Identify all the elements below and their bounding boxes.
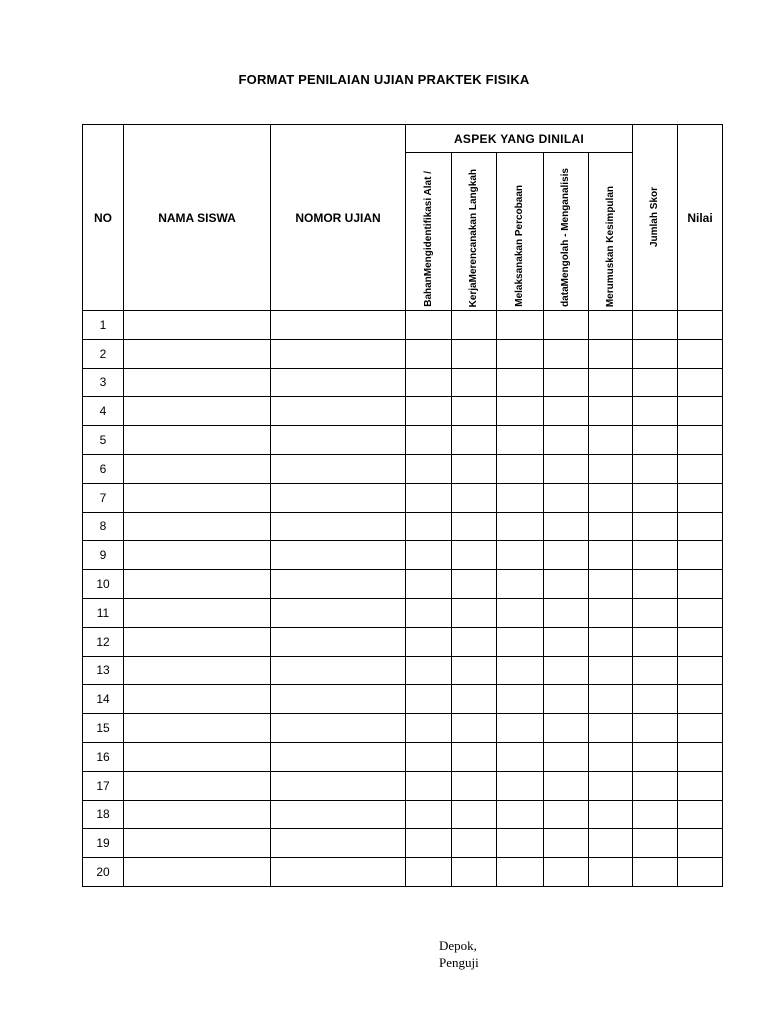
nama-siswa-cell [124,598,271,627]
aspek-4-cell [544,800,589,829]
aspek-3-cell [497,339,544,368]
jumlah-skor-cell [633,858,678,887]
table-row [83,627,723,656]
nomor-ujian-cell [271,858,406,887]
aspek-4-cell [544,858,589,887]
row-number: 15 [83,714,124,743]
table-row [83,598,723,627]
nama-siswa-cell [124,656,271,685]
nilai-cell [678,339,723,368]
table-row [83,742,723,771]
aspek-2-cell [452,454,497,483]
aspek-5-cell [589,454,633,483]
nilai-cell [678,483,723,512]
jumlah-skor-cell [633,627,678,656]
aspek-5-cell [589,311,633,340]
aspek-1-cell [406,454,452,483]
row-number: 2 [83,339,124,368]
aspek-4-cell [544,426,589,455]
header-aspek-3-label: Melaksanakan Percobaan [514,185,525,307]
row-number: 18 [83,800,124,829]
row-number: 5 [83,426,124,455]
nilai-cell [678,311,723,340]
nomor-ujian-cell [271,426,406,455]
aspek-2-cell [452,656,497,685]
aspek-3-cell [497,454,544,483]
nama-siswa-cell [124,426,271,455]
nomor-ujian-cell [271,800,406,829]
aspek-3-cell [497,800,544,829]
aspek-5-cell [589,829,633,858]
aspek-3-cell [497,311,544,340]
aspek-3-cell [497,426,544,455]
jumlah-skor-cell [633,829,678,858]
row-number: 10 [83,570,124,599]
row-number: 17 [83,771,124,800]
row-number: 4 [83,397,124,426]
nama-siswa-cell [124,800,271,829]
aspek-2-cell [452,627,497,656]
nilai-cell [678,541,723,570]
jumlah-skor-cell [633,742,678,771]
nilai-cell [678,598,723,627]
aspek-1-cell [406,742,452,771]
aspek-2-cell [452,397,497,426]
nomor-ujian-cell [271,541,406,570]
aspek-2-cell [452,512,497,541]
header-aspek-5 [589,153,633,311]
aspek-1-cell [406,426,452,455]
aspek-2-cell [452,426,497,455]
nomor-ujian-cell [271,454,406,483]
aspek-1-cell [406,858,452,887]
header-aspek-3 [497,153,544,311]
aspek-5-cell [589,483,633,512]
table-body [83,311,723,887]
aspek-1-cell [406,714,452,743]
aspek-1-cell [406,311,452,340]
table-row [83,483,723,512]
aspek-2-cell [452,685,497,714]
table-row [83,829,723,858]
nilai-cell [678,627,723,656]
aspek-1-cell [406,598,452,627]
nomor-ujian-cell [271,598,406,627]
nomor-ujian-cell [271,339,406,368]
header-aspek-2-label: KerjaMerencanakan Langkah [468,168,479,307]
aspek-5-cell [589,771,633,800]
aspek-2-cell [452,742,497,771]
aspek-5-cell [589,742,633,771]
nilai-cell [678,570,723,599]
signature-role: Penguji [439,955,479,970]
row-number: 11 [83,598,124,627]
row-number: 13 [83,656,124,685]
table-row [83,541,723,570]
aspek-5-cell [589,627,633,656]
aspek-1-cell [406,627,452,656]
jumlah-skor-cell [633,512,678,541]
aspek-5-cell [589,598,633,627]
aspek-4-cell [544,598,589,627]
nama-siswa-cell [124,541,271,570]
row-number: 3 [83,368,124,397]
header-aspek-2 [452,153,497,311]
jumlah-skor-cell [633,714,678,743]
aspek-4-cell [544,829,589,858]
header-jumlah-skor [633,125,678,311]
jumlah-skor-cell [633,541,678,570]
table-row [83,454,723,483]
nilai-cell [678,858,723,887]
aspek-1-cell [406,829,452,858]
aspek-2-cell [452,570,497,599]
document-title: FORMAT PENILAIAN UJIAN PRAKTEK FISIKA [238,72,530,87]
header-aspek-group: ASPEK YANG DINILAI [406,125,633,153]
aspek-4-cell [544,483,589,512]
nama-siswa-cell [124,685,271,714]
aspek-3-cell [497,397,544,426]
nilai-cell [678,685,723,714]
aspek-2-cell [452,541,497,570]
aspek-3-cell [497,858,544,887]
aspek-1-cell [406,800,452,829]
aspek-2-cell [452,800,497,829]
aspek-4-cell [544,397,589,426]
table-row [83,339,723,368]
nomor-ujian-cell [271,570,406,599]
nomor-ujian-cell [271,311,406,340]
jumlah-skor-cell [633,685,678,714]
jumlah-skor-cell [633,656,678,685]
row-number: 12 [83,627,124,656]
header-no: NO [83,125,124,311]
jumlah-skor-cell [633,771,678,800]
jumlah-skor-cell [633,570,678,599]
aspek-2-cell [452,829,497,858]
nama-siswa-cell [124,714,271,743]
jumlah-skor-cell [633,368,678,397]
aspek-2-cell [452,483,497,512]
aspek-3-cell [497,685,544,714]
aspek-5-cell [589,397,633,426]
aspek-4-cell [544,454,589,483]
aspek-3-cell [497,512,544,541]
nama-siswa-cell [124,454,271,483]
header-nomor-ujian: NOMOR UJIAN [271,125,406,311]
aspek-3-cell [497,656,544,685]
aspek-3-cell [497,829,544,858]
nama-siswa-cell [124,397,271,426]
aspek-5-cell [589,368,633,397]
table-row [83,368,723,397]
row-number: 19 [83,829,124,858]
table-row [83,800,723,829]
nilai-cell [678,800,723,829]
row-number: 1 [83,311,124,340]
nomor-ujian-cell [271,656,406,685]
nilai-cell [678,742,723,771]
jumlah-skor-cell [633,800,678,829]
aspek-4-cell [544,771,589,800]
nilai-cell [678,714,723,743]
aspek-5-cell [589,426,633,455]
nomor-ujian-cell [271,368,406,397]
aspek-5-cell [589,570,633,599]
nomor-ujian-cell [271,397,406,426]
aspek-5-cell [589,339,633,368]
header-aspek-1-label: BahanMengidentifikasi Alat / [422,171,434,307]
row-number: 9 [83,541,124,570]
nomor-ujian-cell [271,742,406,771]
aspek-1-cell [406,397,452,426]
nilai-cell [678,368,723,397]
jumlah-skor-cell [633,311,678,340]
aspek-4-cell [544,627,589,656]
aspek-1-cell [406,570,452,599]
aspek-5-cell [589,512,633,541]
aspek-4-cell [544,570,589,599]
aspek-5-cell [589,714,633,743]
aspek-1-cell [406,541,452,570]
aspek-4-cell [544,512,589,541]
row-number: 14 [83,685,124,714]
nomor-ujian-cell [271,829,406,858]
table-row [83,771,723,800]
header-nilai: Nilai [678,125,723,311]
aspek-3-cell [497,771,544,800]
nama-siswa-cell [124,483,271,512]
table-row [83,397,723,426]
nilai-cell [678,397,723,426]
aspek-5-cell [589,800,633,829]
header-aspek-4 [544,153,589,311]
nilai-cell [678,512,723,541]
nama-siswa-cell [124,829,271,858]
aspek-4-cell [544,311,589,340]
jumlah-skor-cell [633,598,678,627]
aspek-4-cell [544,368,589,397]
nilai-cell [678,454,723,483]
aspek-2-cell [452,598,497,627]
aspek-1-cell [406,685,452,714]
nomor-ujian-cell [271,483,406,512]
table-row [83,426,723,455]
header-aspek-5-label: Merumuskan Kesimpulan [604,185,616,307]
nama-siswa-cell [124,311,271,340]
header-aspek-4-label: dataMengolah - Menganalisis [560,168,571,307]
aspek-5-cell [589,858,633,887]
table-row [83,685,723,714]
signature-block [439,937,479,971]
jumlah-skor-cell [633,426,678,455]
nama-siswa-cell [124,742,271,771]
aspek-3-cell [497,541,544,570]
aspek-3-cell [497,368,544,397]
jumlah-skor-cell [633,454,678,483]
nama-siswa-cell [124,771,271,800]
nama-siswa-cell [124,858,271,887]
jumlah-skor-cell [633,339,678,368]
nilai-cell [678,426,723,455]
jumlah-skor-cell [633,483,678,512]
aspek-1-cell [406,512,452,541]
aspek-3-cell [497,570,544,599]
aspek-4-cell [544,339,589,368]
aspek-3-cell [497,483,544,512]
nomor-ujian-cell [271,685,406,714]
aspek-2-cell [452,714,497,743]
jumlah-skor-cell [633,397,678,426]
aspek-1-cell [406,368,452,397]
aspek-2-cell [452,311,497,340]
nama-siswa-cell [124,512,271,541]
table-row [83,512,723,541]
nilai-cell [678,829,723,858]
table-row [83,311,723,340]
nilai-cell [678,771,723,800]
signature-place: Depok, [439,938,477,953]
aspek-1-cell [406,339,452,368]
header-nama-siswa: NAMA SISWA [124,125,271,311]
aspek-2-cell [452,368,497,397]
nama-siswa-cell [124,627,271,656]
aspek-4-cell [544,541,589,570]
aspek-4-cell [544,656,589,685]
header-jumlah-skor-label: Jumlah Skor [649,187,660,248]
aspek-4-cell [544,714,589,743]
row-number: 16 [83,742,124,771]
nilai-cell [678,656,723,685]
table-row [83,656,723,685]
aspek-3-cell [497,714,544,743]
table-row [83,714,723,743]
table-row [83,858,723,887]
aspek-1-cell [406,483,452,512]
nama-siswa-cell [124,339,271,368]
assessment-table [82,124,723,887]
nomor-ujian-cell [271,714,406,743]
nama-siswa-cell [124,570,271,599]
aspek-4-cell [544,685,589,714]
aspek-3-cell [497,627,544,656]
row-number: 8 [83,512,124,541]
aspek-5-cell [589,685,633,714]
aspek-1-cell [406,656,452,685]
row-number: 7 [83,483,124,512]
header-aspek-1 [406,153,452,311]
aspek-1-cell [406,771,452,800]
row-number: 20 [83,858,124,887]
aspek-2-cell [452,858,497,887]
aspek-5-cell [589,541,633,570]
aspek-2-cell [452,339,497,368]
aspek-5-cell [589,656,633,685]
nomor-ujian-cell [271,512,406,541]
table-row [83,570,723,599]
aspek-4-cell [544,742,589,771]
row-number: 6 [83,454,124,483]
aspek-3-cell [497,742,544,771]
nama-siswa-cell [124,368,271,397]
aspek-2-cell [452,771,497,800]
aspek-3-cell [497,598,544,627]
nomor-ujian-cell [271,771,406,800]
nomor-ujian-cell [271,627,406,656]
